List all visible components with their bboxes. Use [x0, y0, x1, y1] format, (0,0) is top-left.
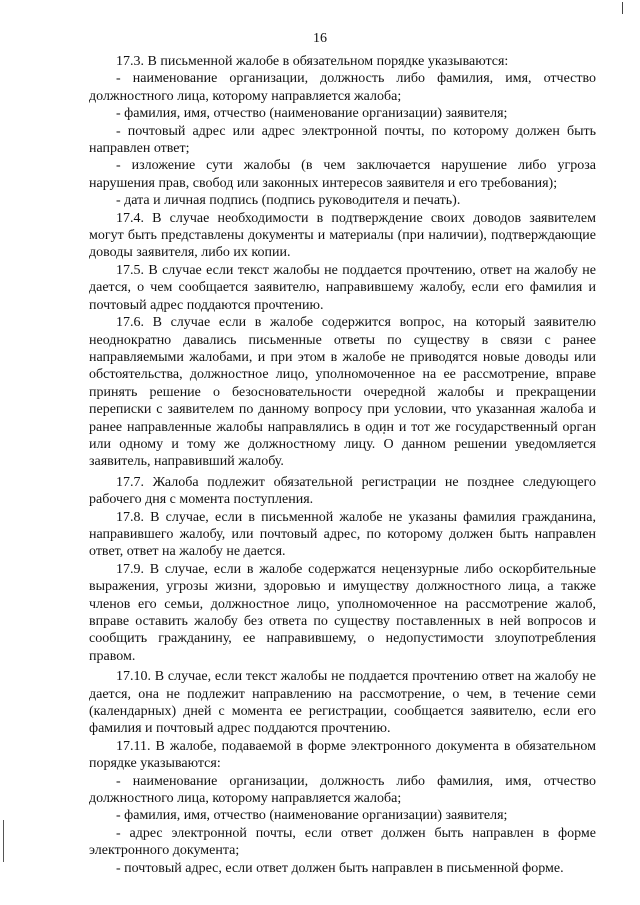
paragraph-17-5: 17.5. В случае если текст жалобы не поддается прочтению, ответ на жалобу не дается, о чем сообщается заявителю, направившему жалобу, если его фамилия и почтовый адрес поддаются прочтению. — [89, 262, 596, 313]
paragraph-17-11: 17.11. В жалобе, подаваемой в форме электронного документа в обязательном порядке указываются: — [89, 738, 596, 772]
paragraph-17-7: 17.7. Жалоба подлежит обязательной регистрации не позднее следующего рабочего дня с момента поступления. — [89, 474, 596, 508]
list-item: - почтовый адрес, если ответ должен быть направлен в письменной форме. — [116, 860, 564, 876]
paragraph-17-4: 17.4. В случае необходимости в подтверждение своих доводов заявителем могут быть представлены документы и материалы (при наличии), подтверждающие доводы заявителя, либо их копии. — [89, 210, 596, 261]
paragraph-17-8: 17.8. В случае, если в письменной жалобе не указаны фамилия гражданина, направившего жалобу, или почтовый адрес, по которому должен быть направлен ответ, ответ на жалобу не дается. — [89, 509, 596, 560]
paragraph-17-10: 17.10. В случае, если текст жалобы не поддается прочтению ответ на жалобу не дается, она не подлежит направлению на рассмотрение, о чем, в течение семи (календарных) дней с момента ее регистрации, сообщается заявителю, если его фамилия и почтовый адрес поддаются прочтению. — [89, 669, 596, 737]
list-item: - фамилия, имя, отчество (наименование организации) заявителя; — [116, 106, 508, 122]
list-item: - адрес электронной почты, если ответ должен быть направлен в форме электронного документа; — [89, 825, 596, 859]
list-item: - фамилия, имя, отчество (наименование организации) заявителя; — [116, 808, 508, 824]
paragraph-17-6: 17.6. В случае если в жалобе содержится вопрос, на который заявителю неоднократно давались письменные ответы по существу в связи с ранее направляемыми жалобами, и при этом в жалобе не приводятся новые доводы или обстоятельства, должностное лицо, уполномоченное на ее рассмотрение, вправе принять решение о безосновательности очередной жалобы и прекращении переписки с заявителем по данному вопросу при условии, что указанная жалоба и ранее направленные жалобы направлялись в один и тот же государственный орган или одному и тому же должностному лицу. О данном решении уведомляется заявитель, направивший жалобу. — [89, 315, 596, 470]
list-item: - изложение сути жалобы (в чем заключается нарушение либо угроза нарушения прав, свобод или законных интересов заявителя и его требования); — [89, 158, 596, 191]
list-item: - наименование организации, должность либо фамилия, имя, отчество должностного лица, которому направляется жалоба; — [89, 773, 596, 807]
scan-edge-mark — [3, 820, 4, 862]
list-item: - наименование организации, должность либо фамилия, имя, отчество должностного лица, которому направляется жалоба; — [89, 71, 596, 104]
page-number: 16 — [313, 31, 327, 46]
scan-edge-mark — [622, 2, 623, 14]
paragraph-17-3: 17.3. В письменной жалобе в обязательном порядке указываются: — [116, 54, 509, 69]
paragraph-17-9: 17.9. В случае, если в жалобе содержатся нецензурные либо оскорбительные выражения, угрозы жизни, здоровью и имуществу должностного лица, а также членов его семьи, должностное лицо, уполномоченное на рассмотрение жалоб, вправе оставить жалобу без ответа по существу поставленных в ней вопросов и сообщить гражданину, ее направившему, о недопустимости злоупотребления правом. — [89, 561, 596, 664]
list-item: - дата и личная подпись (подпись руководителя и печать). — [116, 193, 461, 209]
list-item: - почтовый адрес или адрес электронной почты, по которому должен быть направлен ответ; — [89, 123, 596, 157]
document-body — [89, 53, 596, 877]
